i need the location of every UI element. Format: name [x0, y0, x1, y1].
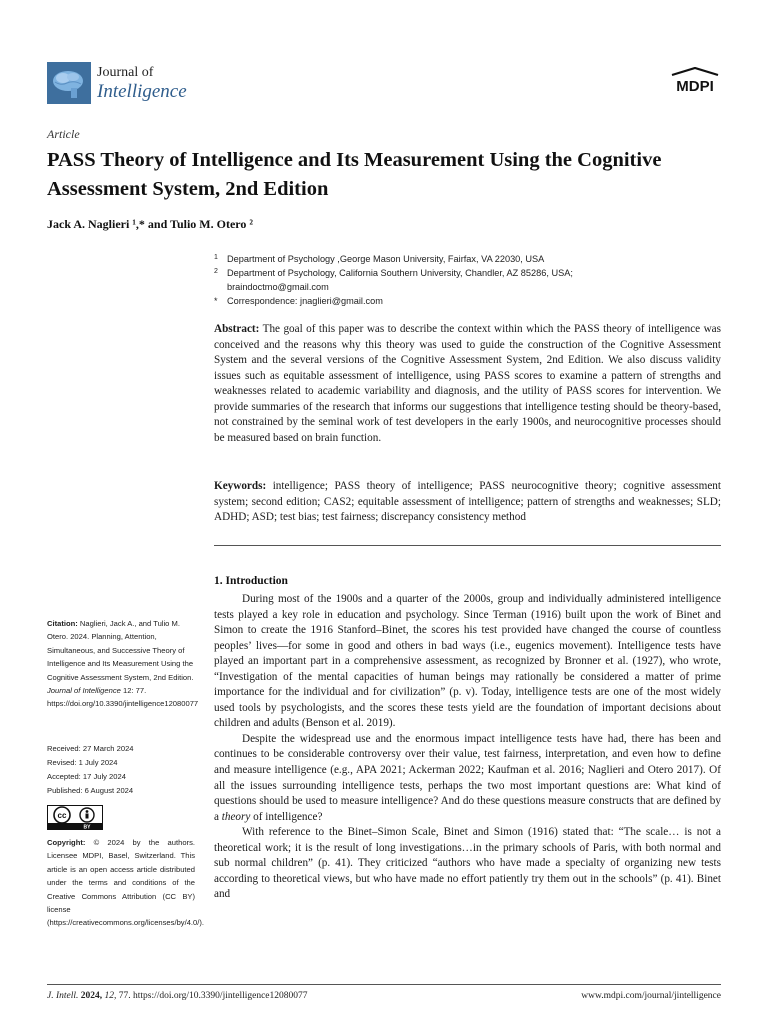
keywords-text: intelligence; PASS theory of intelligence; PASS neurocognitive theory; cognitive assessment system; second edition; CAS2; equitable assessment of intelligence; pattern of strengths and weaknesses; SLD; ADHD; ASD; test bias; test fairness; discrepancy consistency method	[214, 480, 722, 524]
svg-text:cc: cc	[57, 811, 67, 820]
accepted-date: Accepted: 17 July 2024	[47, 772, 126, 781]
intro-paragraph-3: With reference to the Binet–Simon Scale, Binet and Simon (1916) stated that: “The scale… is not a theoretical work; it is the result of long investigations…in the primary schools of Paris, with both normal and sub normal children” (p. 41). They criticized “authors who have made a specialty of organizing new tests according to theoretical views, but who have made no effort patiently try them out in the schools” (p. 41). Binet and	[214, 826, 721, 901]
article-title: PASS Theory of Intelligence and Its Measurement Using the Cognitive Assessment System, 2nd Edition	[47, 149, 662, 200]
journal-logo	[47, 62, 91, 104]
journal-name: Intelligence	[97, 81, 187, 102]
received-date: Received: 27 March 2024	[47, 744, 134, 753]
keywords-label: Keywords:	[214, 480, 267, 492]
affiliation-2-email: braindoctmo@gmail.com	[227, 282, 329, 292]
cc-by-license-badge	[47, 805, 103, 830]
affiliation-1: 1 Department of Psychology ,George Mason University, Fairfax, VA 22030, USA	[214, 254, 545, 264]
published-date: Published: 6 August 2024	[47, 786, 134, 795]
section-heading-introduction: 1. Introduction	[214, 575, 288, 587]
revised-date: Revised: 1 July 2024	[47, 758, 118, 767]
footer-journal-url[interactable]: www.mdpi.com/journal/jintelligence	[581, 991, 721, 1001]
brain-icon	[47, 62, 91, 104]
keywords	[214, 479, 721, 526]
copyright-block: Copyright: © 2024 by the authors. Licensee MDPI, Basel, Switzerland. This article is an open access article distributed under the terms and conditions of the Creative Commons Attribution (CC BY) license (https://creativecommons.org/licenses/by/4.0/).	[47, 838, 204, 928]
author-list: Jack A. Naglieri ¹,* and Tulio M. Otero ²	[47, 217, 253, 231]
journal-of-label: Journal of	[97, 65, 154, 80]
intro-paragraph-2: Despite the widespread use and the enormous impact intelligence tests have had, there has been and continues to be considerable controversy over their value, test fairness, interpretation, and even how to define and measure intelligence (e.g., APA 2021; Ackerman 2022; Kaufman et al. 2016; Naglieri and Otero 2017). Of all the issues surrounding intelligence tests, perhaps the two most important questions are: What kind of questions should be used to measure intelligence? And do these questions measure constructs that are defined by a theory of intelligence?	[214, 732, 721, 823]
section-divider	[214, 545, 721, 546]
intro-paragraph-1: During most of the 1900s and a quarter of the 2000s, group and individually administered intelligence tests played a key role in education and psychology. Since Terman (1916) built upon the work of Binet and Simon to create the 1916 Stanford–Binet, the scores his test provided have changed the course of countless peoples’ lives—for some in good and others in bad ways (i.e., eugenics movement). Intelligence tests have played an important part in a comprehensive assessment, as recognized by Bronner et al. (1927), who wrote, “Investigation of the mental capacities of human beings may rationally be considered a matter of prime importance for the individual and for civilization” (p. v). Today, intelligence tests are one of the most widely used tools by psychologists, and the scores these tests yield are the foundation of important decisions about children and adults (Benson et al. 2019).	[214, 593, 721, 730]
footer-divider	[47, 984, 721, 985]
affiliation-2: 2 Department of Psychology, California Southern University, Chandler, AZ 85286, USA;	[214, 268, 573, 278]
publisher-name: MDPI	[676, 78, 714, 95]
correspondence: * Correspondence: jnaglieri@gmail.com	[214, 296, 383, 306]
article-type: Article	[47, 127, 80, 141]
abstract-label: Abstract:	[214, 323, 260, 335]
footer-citation: J. Intell. 2024, 12, 77. https://doi.org/10.3390/jintelligence12080077	[47, 991, 308, 1001]
svg-text:BY: BY	[83, 824, 91, 830]
abstract	[214, 322, 721, 446]
cc-by-icon	[47, 805, 103, 830]
abstract-text: The goal of this paper was to describe the context within which the PASS theory of intelligence was conceived and the reasons why this theory was used to guide the construction of the Cognitive Assessment System and the several versions of the Cognitive Assessment System, 2nd Edition. We also discuss validity issues such as equitable assessment of intelligence, using PASS scores to examine a pattern of strengths and weaknesses related to academic variability and diagnosis, and the utility of PASS scores for intervention. We provide summaries of the research that informs our suggestions that intelligence testing should be theory-based, not constrained by the seminal work of test developers in the early 1900s, and neurocognitive processes should be measured based on brain function.	[214, 323, 721, 444]
mdpi-logo	[668, 67, 722, 97]
citation-block: Citation: Naglieri, Jack A., and Tulio M. Otero. 2024. Planning, Attention, Simultaneous, and Successive Theory of Intelligence and Its Measurement Using the Cognitive Assessment System, 2nd Edition. Journal of Intelligence 12: 77. https://doi.org/10.3390/jintelligence12080077	[47, 619, 199, 709]
mdpi-logo-icon	[668, 67, 722, 97]
introduction-body	[214, 592, 721, 903]
